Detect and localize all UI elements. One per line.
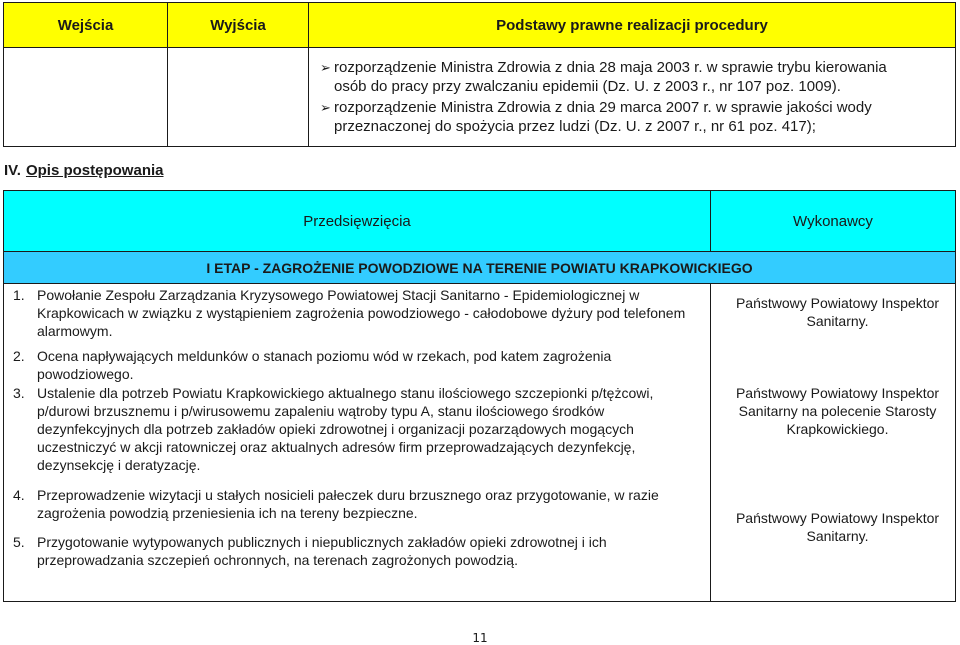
task-item: [13, 286, 703, 340]
legal-basis-item: [320, 58, 920, 96]
page-number: 11: [472, 631, 488, 645]
performer: Państwowy Powiatowy Inspektor Sanitarny.: [735, 295, 940, 329]
task-item: [13, 347, 703, 383]
header-outputs: Wyjścia: [168, 3, 309, 48]
legal-basis-text: rozporządzenie Ministra Zdrowia z dnia 29 marca 2007 r. w sprawie jakości wody przeznaczonej do spożycia przez ludzi (Dz. U. z 2007 r., nr 61 poz. 417);: [334, 99, 872, 135]
task-number: 4.: [13, 487, 25, 503]
task-number: 2.: [13, 348, 25, 364]
legal-bases-list: [320, 58, 920, 138]
performer: Państwowy Powiatowy Inspektor Sanitarny na polecenie Starosty Krapkowickiego.: [735, 385, 940, 437]
stage-title: I ETAP - ZAGROŻENIE POWODZIOWE NA TERENIE POWIATU KRAPKOWICKIEGO: [4, 252, 956, 284]
section-heading: [4, 162, 164, 179]
column-header-performers: Wykonawcy: [711, 191, 956, 252]
outputs-cell: [168, 48, 309, 147]
task-number: 1.: [13, 287, 25, 303]
task-text: Powołanie Zespołu Zarządzania Kryzysowego Powiatowej Stacji Sanitarno - Epidemiologicznej w Krapkowicach w związku z wystąpieniem zagrożenia powodziowego - całodobowe dyżury pod telefonem alarmowym.: [37, 287, 686, 339]
task-item: [13, 486, 703, 522]
inputs-cell: [4, 48, 168, 147]
performer: Państwowy Powiatowy Inspektor Sanitarny.: [735, 510, 940, 544]
task-item: [13, 384, 703, 474]
task-number: 5.: [13, 534, 25, 550]
task-text: Przygotowanie wytypowanych publicznych i niepublicznych zakładów opieki zdrowotnej i ich przeprowadzania szczepień ochronnych, na terenach zagrożonych powodzią.: [37, 534, 607, 568]
task-text: Ustalenie dla potrzeb Powiatu Krapkowickiego aktualnego stanu ilościowego szczepionki p/tężcowi, p/durowi brzusznemu i p/wirusowemu zapaleniu wątroby typu A, stanu ilościowego środków dezynfekcyjnych dla potrzeb zakładów opieki zdrowotnej i organizacji pozarządowych mogących uczestniczyć w akcji ratowniczej oraz aktualnych adresów firm przeprowadzających dezynfekcję, dezynsekcję i deratyzację.: [37, 385, 654, 473]
arrow-bullet-icon: ➢: [320, 60, 331, 75]
stage-row: [4, 252, 956, 284]
arrow-bullet-icon: ➢: [320, 100, 331, 115]
task-item: [13, 533, 703, 569]
header-legal-bases: Podstawy prawne realizacji procedury: [309, 3, 956, 48]
section-title: Opis postępowania: [25, 162, 164, 179]
task-text: Ocena napływających meldunków o stanach poziomu wód w rzekach, pod katem zagrożenia powodziowego.: [37, 348, 612, 382]
section-number: IV.: [4, 162, 21, 179]
performers-cell: [711, 284, 956, 602]
header-inputs: Wejścia: [4, 3, 168, 48]
task-text: Przeprowadzenie wizytacji u stałych nosicieli pałeczek duru brzusznego oraz przygotowanie, w razie zagrożenia powodzią przeniesienia ich na tereny bezpieczne.: [37, 487, 659, 521]
task-number: 3.: [13, 385, 25, 401]
procedure-header-row: [4, 191, 956, 252]
column-header-tasks: Przedsięwzięcia: [4, 191, 711, 252]
top-table-header-row: [4, 3, 956, 48]
legal-basis-text: rozporządzenie Ministra Zdrowia z dnia 28 maja 2003 r. w sprawie trybu kierowania osób do pracy przy zwalczaniu epidemii (Dz. U. z 2003 r., nr 107 poz. 1009).: [334, 59, 887, 95]
legal-basis-item: [320, 98, 920, 136]
